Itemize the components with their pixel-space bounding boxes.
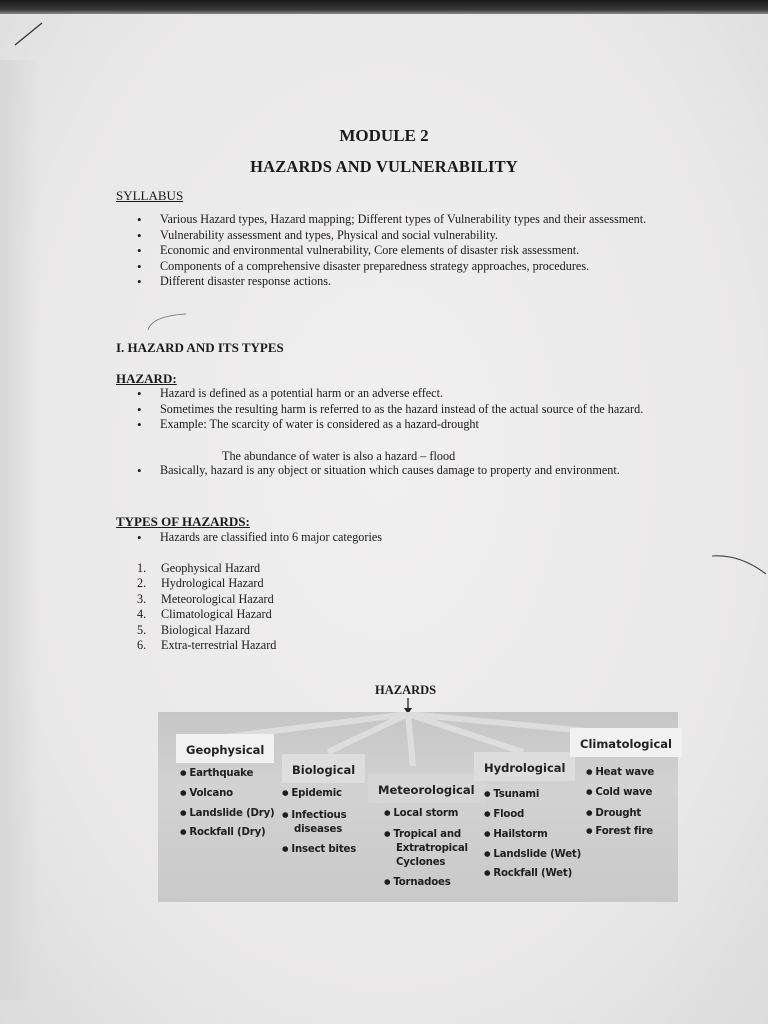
list-item [137,638,276,653]
diagram-item: ● Forest fire [586,826,653,837]
diagram-item-continued: Extratropical [396,843,468,854]
paper-shadow [0,60,40,1000]
diagram-item: ● Drought [586,808,641,819]
diagram-item: ● Landslide (Dry) [180,808,275,819]
diagram-item: ● Infectious [282,810,346,821]
diagram-item: ● Rockfall (Dry) [180,827,266,838]
item-number: 2. [137,576,147,591]
list-item [137,592,276,607]
diagram-item: ● Volcano [180,788,233,799]
list-item: • Basically, hazard is any object or situation which causes damage to property and environment. [137,463,661,478]
list-item [137,576,276,591]
diagram-item: ● Hailstorm [484,829,548,840]
diagram-item-continued: diseases [294,824,343,835]
module-title: MODULE 2 [339,126,429,145]
pen-mark [12,20,46,48]
list-item: • Sometimes the resulting harm is referred to as the hazard instead of the actual source of the hazard. [137,402,661,417]
diagram-item: ● Tropical and [384,829,461,840]
item-label: Geophysical Hazard [161,561,261,575]
pen-mark-small [146,312,190,332]
list-item [137,561,276,576]
category-label: Meteorological [378,783,475,797]
section-heading: I. HAZARD AND ITS TYPES [116,340,284,355]
diagram-title: HAZARDS [375,683,437,697]
diagram-item: ● Flood [484,809,524,820]
diagram-item: ● Heat wave [586,767,654,778]
list-item: • Hazards are classified into 6 major categories [137,530,637,545]
diagram-item: ● Epidemic [282,788,342,799]
item-number: 6. [137,638,147,653]
diagram-item: ● Cold wave [586,787,652,798]
list-item: • Vulnerability assessment and types, Physical and social vulnerability. [137,228,659,243]
list-item: • Various Hazard types, Hazard mapping; Different types of Vulnerability types and their assessment. [137,212,659,227]
category-label: Biological [292,763,356,777]
example-continuation: The abundance of water is also a hazard – flood [222,449,456,463]
page-title: HAZARDS AND VULNERABILITY [250,157,518,176]
diagram-item: ● Insect bites [282,844,356,855]
category-geophysical [176,734,274,763]
item-number: 5. [137,622,147,637]
category-climatological [570,728,682,757]
diagram-item: ● Tsunami [484,789,539,800]
diagram-item: ● Local storm [384,808,458,819]
syllabus-heading: SYLLABUS [116,188,184,203]
list-item: • Example: The scarcity of water is considered as a hazard-drought [137,417,661,432]
list-item [137,607,276,622]
hazard-list-last [137,463,661,479]
item-number: 4. [137,607,147,622]
item-label: Biological Hazard [161,622,251,637]
syllabus-list [137,212,659,290]
list-item: • Hazard is defined as a potential harm or an adverse effect. [137,386,661,401]
scan-top-edge [0,0,768,14]
types-heading: TYPES OF HAZARDS: [116,514,250,529]
list-item: • Components of a comprehensive disaster preparedness strategy approaches, procedures. [137,259,659,274]
item-label: Hydrological Hazard [161,576,264,591]
diagram-item: ● Tornadoes [384,877,451,888]
category-meteorological [368,774,485,803]
diagram-item-continued: Cyclones [396,857,446,868]
types-bullet [137,530,637,546]
hazards-diagram [158,712,678,902]
hazard-list [137,386,661,433]
hazard-categories-list [137,561,276,653]
list-item: • Different disaster response actions. [137,274,659,289]
category-label: Geophysical [186,743,265,757]
item-label: Extra-terrestrial Hazard [161,638,277,653]
hazard-heading: HAZARD: [116,371,177,386]
item-number: 1. [137,561,147,575]
item-number: 3. [137,591,147,606]
diagram-item: ● Rockfall (Wet) [484,868,572,879]
pen-mark-right [710,548,768,578]
list-item: • Economic and environmental vulnerability, Core elements of disaster risk assessment. [137,243,659,258]
diagram-item: ● Landslide (Wet) [484,849,581,860]
item-label: Climatological Hazard [161,607,272,622]
category-hydrological [474,752,575,781]
diagram-item: ● Earthquake [180,768,253,779]
item-label: Meteorological Hazard [161,591,274,606]
list-item [137,623,276,638]
category-biological [282,754,365,783]
category-label: Climatological [580,737,672,751]
category-label: Hydrological [484,761,566,775]
